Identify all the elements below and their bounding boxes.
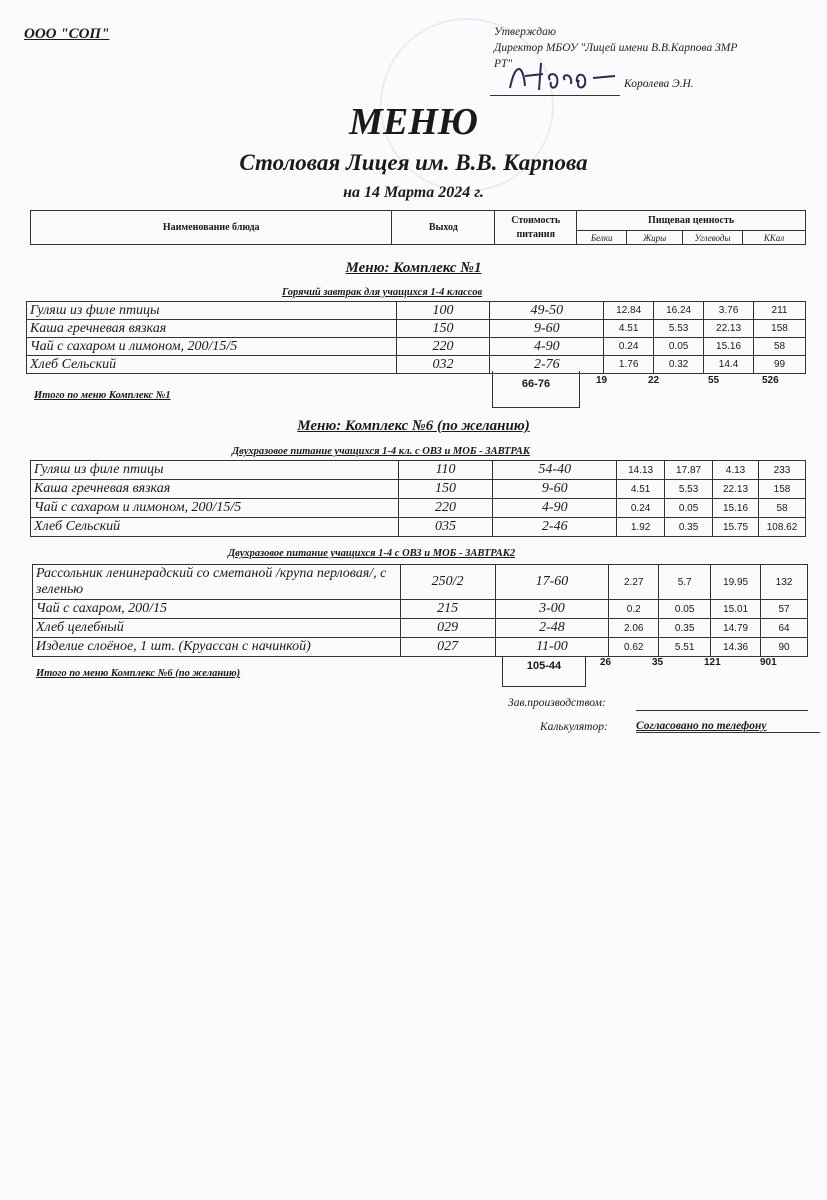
calculator-value: Согласовано по телефону xyxy=(636,720,820,733)
dish-name: Чай с сахаром и лимоном, 200/15/5 xyxy=(31,499,399,518)
dish-yield: 215 xyxy=(400,600,495,619)
signature-line xyxy=(490,95,620,96)
approval-line: Директор МБОУ "Лицей имени В.В.Карпова ЗМР xyxy=(494,42,738,54)
col-kcal: ККал xyxy=(743,231,806,245)
menu6-subtitle2: Двухразовое питание учащихся 1-4 с ОВЗ и МОБ - ЗАВТРАК2 xyxy=(228,548,516,559)
dish-kcal: 108.62 xyxy=(759,518,806,537)
dish-carbs: 14.36 xyxy=(711,638,761,657)
dish-yield: 110 xyxy=(398,461,493,480)
dish-yield: 220 xyxy=(398,499,493,518)
dish-name: Хлеб целебный xyxy=(33,619,401,638)
dish-carbs: 15.75 xyxy=(713,518,759,537)
dish-name: Хлеб Сельский xyxy=(27,356,397,374)
col-carbs: Углеводы xyxy=(683,231,743,245)
dish-fat: 5.53 xyxy=(665,480,713,499)
dish-protein: 4.51 xyxy=(604,320,654,338)
dish-cost: 2-48 xyxy=(495,619,609,638)
dish-protein: 2.06 xyxy=(609,619,659,638)
menu6-table2 xyxy=(32,564,808,657)
col-name: Наименование блюда xyxy=(31,211,392,245)
dish-fat: 5.53 xyxy=(654,320,704,338)
menu6-total-carbs: 121 xyxy=(704,657,721,668)
dish-yield: 220 xyxy=(396,338,490,356)
col-nutrition: Пищевая ценность xyxy=(577,211,806,231)
dish-fat: 0.35 xyxy=(659,619,711,638)
table-row xyxy=(27,320,806,338)
dish-kcal: 64 xyxy=(761,619,808,638)
dish-protein: 0.24 xyxy=(604,338,654,356)
dish-carbs: 22.13 xyxy=(704,320,754,338)
menu6-total-fat: 35 xyxy=(652,657,664,668)
dish-carbs: 14.79 xyxy=(711,619,761,638)
dish-carbs: 14.4 xyxy=(704,356,754,374)
dish-carbs: 4.13 xyxy=(713,461,759,480)
table-row xyxy=(33,565,808,600)
menu6-total-kcal: 901 xyxy=(760,657,777,668)
dish-yield: 027 xyxy=(400,638,495,657)
dish-kcal: 99 xyxy=(754,356,806,374)
table-row xyxy=(31,518,806,537)
dish-yield: 150 xyxy=(396,320,490,338)
menu6-total-cost: 105-44 xyxy=(502,656,586,687)
dish-kcal: 57 xyxy=(761,600,808,619)
dish-fat: 0.05 xyxy=(654,338,704,356)
dish-protein: 2.27 xyxy=(609,565,659,600)
menu6-subtitle1: Двухразовое питание учащихся 1-4 кл. с ОВЗ и МОБ - ЗАВТРАК xyxy=(232,446,531,457)
menu6-total-label: Итого по меню Комплекс №6 (по желанию) xyxy=(36,668,241,679)
dish-name: Каша гречневая вязкая xyxy=(31,480,399,499)
dish-cost: 3-00 xyxy=(495,600,609,619)
dish-name: Чай с сахаром, 200/15 xyxy=(33,600,401,619)
table-row xyxy=(27,338,806,356)
manager-signature-line xyxy=(636,710,808,711)
dish-carbs: 19.95 xyxy=(711,565,761,600)
table-row xyxy=(27,356,806,374)
dish-carbs: 3.76 xyxy=(704,302,754,320)
menu1-subtitle: Горячий завтрак для учащихся 1-4 классов xyxy=(282,287,483,298)
col-fat: Жиры xyxy=(627,231,683,245)
dish-kcal: 233 xyxy=(759,461,806,480)
menu1-total-fat: 22 xyxy=(648,375,660,386)
dish-kcal: 58 xyxy=(759,499,806,518)
dish-protein: 0.62 xyxy=(609,638,659,657)
dish-fat: 0.05 xyxy=(659,600,711,619)
dish-cost: 9-60 xyxy=(490,320,604,338)
col-protein: Белки xyxy=(577,231,627,245)
dish-carbs: 15.16 xyxy=(713,499,759,518)
menu1-total-protein: 19 xyxy=(596,375,608,386)
dish-name: Гуляш из филе птицы xyxy=(27,302,397,320)
dish-protein: 12.84 xyxy=(604,302,654,320)
dish-name: Рассольник ленинградский со сметаной /крупа перловая/, с зеленью xyxy=(33,565,401,600)
menu1-total-cost: 66-76 xyxy=(492,371,580,408)
dish-carbs: 22.13 xyxy=(713,480,759,499)
dish-kcal: 158 xyxy=(759,480,806,499)
dish-name: Каша гречневая вязкая xyxy=(27,320,397,338)
dish-fat: 0.32 xyxy=(654,356,704,374)
dish-protein: 0.24 xyxy=(617,499,665,518)
table-row xyxy=(33,638,808,657)
dish-yield: 150 xyxy=(398,480,493,499)
dish-yield: 035 xyxy=(398,518,493,537)
dish-cost: 54-40 xyxy=(493,461,617,480)
col-yield: Выход xyxy=(392,211,495,245)
dish-fat: 17.87 xyxy=(665,461,713,480)
dish-protein: 4.51 xyxy=(617,480,665,499)
table-row xyxy=(31,480,806,499)
table-row xyxy=(33,619,808,638)
dish-carbs: 15.01 xyxy=(711,600,761,619)
dish-protein: 1.76 xyxy=(604,356,654,374)
dish-cost: 2-76 xyxy=(490,356,604,374)
menu-date: на 14 Марта 2024 г. xyxy=(343,184,484,201)
menu1-table xyxy=(26,301,806,374)
dish-name: Гуляш из филе птицы xyxy=(31,461,399,480)
table-row xyxy=(33,600,808,619)
signature-name: Королева Э.Н. xyxy=(624,78,694,90)
table-row xyxy=(31,499,806,518)
manager-label: Зав.производством: xyxy=(508,697,606,709)
dish-name: Чай с сахаром и лимоном, 200/15/5 xyxy=(27,338,397,356)
dish-protein: 14.13 xyxy=(617,461,665,480)
column-header-table xyxy=(30,210,806,245)
dish-fat: 0.05 xyxy=(665,499,713,518)
page-subtitle: Столовая Лицея им. В.В. Карпова xyxy=(239,150,588,175)
dish-cost: 17-60 xyxy=(495,565,609,600)
dish-carbs: 15.16 xyxy=(704,338,754,356)
dish-fat: 5.7 xyxy=(659,565,711,600)
dish-kcal: 158 xyxy=(754,320,806,338)
dish-yield: 032 xyxy=(396,356,490,374)
dish-kcal: 211 xyxy=(754,302,806,320)
approval-line: Утверждаю xyxy=(494,26,556,38)
dish-cost: 11-00 xyxy=(495,638,609,657)
page-title: МЕНЮ xyxy=(349,101,478,143)
approval-line: РТ" xyxy=(494,58,513,70)
dish-cost: 49-50 xyxy=(490,302,604,320)
organization-name: ООО "СОП" xyxy=(24,26,110,42)
dish-protein: 0.2 xyxy=(609,600,659,619)
dish-name: Изделие слоёное, 1 шт. (Круассан с начинкой) xyxy=(33,638,401,657)
dish-yield: 029 xyxy=(400,619,495,638)
dish-kcal: 132 xyxy=(761,565,808,600)
dish-cost: 2-46 xyxy=(493,518,617,537)
menu1-total-label: Итого по меню Комплекс №1 xyxy=(34,390,171,401)
dish-name: Хлеб Сельский xyxy=(31,518,399,537)
dish-cost: 9-60 xyxy=(493,480,617,499)
signature-scribble xyxy=(505,58,625,98)
dish-yield: 250/2 xyxy=(400,565,495,600)
dish-fat: 0.35 xyxy=(665,518,713,537)
calculator-label: Калькулятор: xyxy=(540,721,608,733)
dish-kcal: 58 xyxy=(754,338,806,356)
col-cost: Стоимость питания xyxy=(495,211,577,245)
dish-fat: 16.24 xyxy=(654,302,704,320)
menu1-total-kcal: 526 xyxy=(762,375,779,386)
table-row xyxy=(27,302,806,320)
menu6-total-protein: 26 xyxy=(600,657,612,668)
menu1-title: Меню: Комплекс №1 xyxy=(345,260,482,276)
dish-kcal: 90 xyxy=(761,638,808,657)
dish-cost: 4-90 xyxy=(490,338,604,356)
table-row xyxy=(31,461,806,480)
dish-protein: 1.92 xyxy=(617,518,665,537)
dish-fat: 5.51 xyxy=(659,638,711,657)
menu1-total-carbs: 55 xyxy=(708,375,720,386)
menu6-title: Меню: Комплекс №6 (по желанию) xyxy=(297,418,530,434)
dish-yield: 100 xyxy=(396,302,490,320)
dish-cost: 4-90 xyxy=(493,499,617,518)
menu6-table1 xyxy=(30,460,806,537)
